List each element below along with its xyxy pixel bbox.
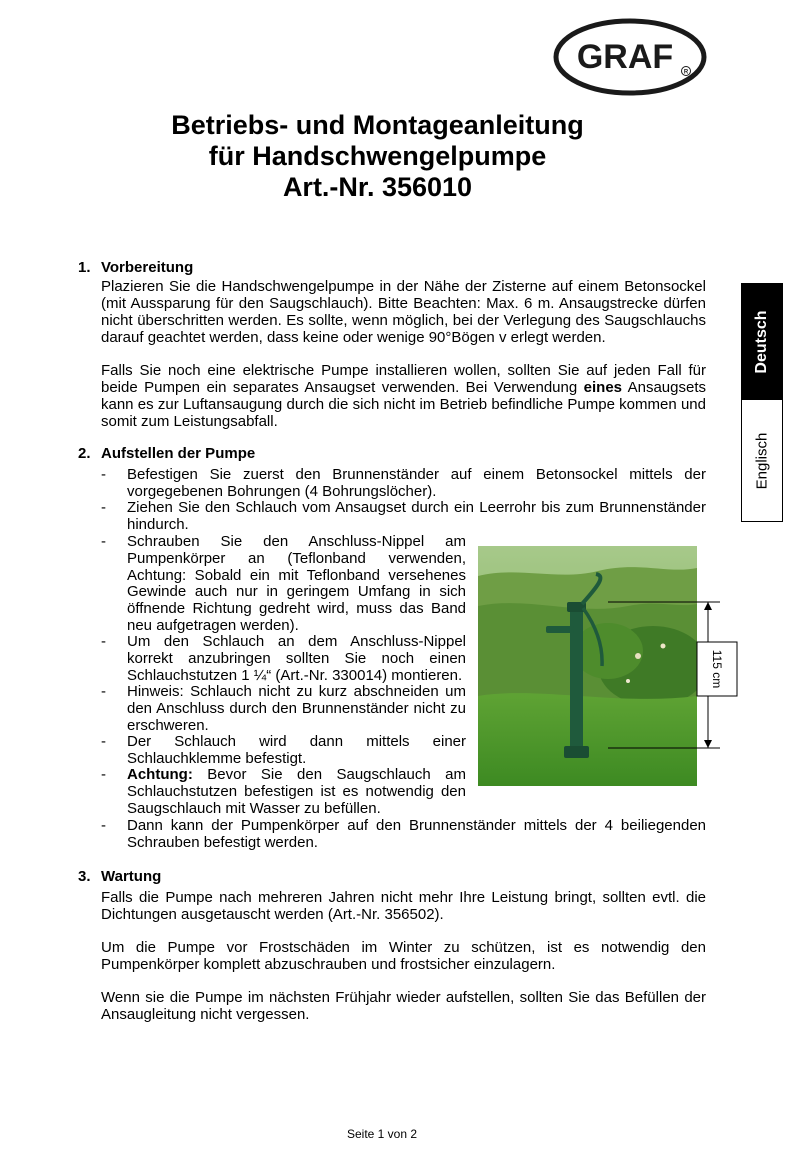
list-bullet: - [101, 683, 106, 700]
paragraph-text: Falls Sie noch eine elektrische Pumpe installieren wollen, sollten Sie auf jeden Fall für beide Pumpen ein separates Ansaugset verwenden. Bei Verwendung [101, 362, 706, 396]
list-bullet: - [101, 466, 106, 483]
section-title: Vorbereitung [101, 259, 194, 276]
list-item-text [127, 767, 466, 817]
list-item-text: Schrauben Sie den Anschluss-Nippel am Pumpenkörper an (Teflonband verwenden, Achtung: Sobald ein mit Teflonband versehenes Gewinde auch nur in geringem Umfang in sich öffnende Richtung gedreht wird, muss das Band neu aufgetragen werden). [127, 533, 466, 634]
title-line-3: Art.-Nr. 356010 [282, 172, 473, 202]
registered-mark: R [683, 69, 689, 76]
section-number: 1. [78, 259, 91, 276]
language-tab-englisch[interactable] [741, 399, 783, 522]
title-line-2: für Handschwengelpumpe [208, 141, 547, 171]
paragraph-text: Ansaugsets kann es zur Luftansaugung durch die sich nicht im Betrieb befindliche Pumpe kommen und somit zum Leistungsabfall. [101, 379, 706, 430]
warning-text: Bevor Sie den Saugschlauch am Schlauchstutzen befestigen ist es notwendig den Saugschlauch mit Wasser zu befüllen. [127, 766, 466, 817]
list-bullet: - [101, 499, 106, 516]
paragraph: Plazieren Sie die Handschwengelpumpe in der Nähe der Zisterne auf einem Betonsockel (mit Aussparung für den Saugschlauch). Bitte Beachten: Max. 6 m. Ansaugstrecke dürfen nicht überschritten werden. Es sollte, wenn möglich, bei der Verlegung des Saugschlauchs darauf geachtet werden, dass keine oder wenige 90°Bögen v erlegt werden. [101, 278, 706, 346]
list-item-text: Ziehen Sie den Schlauch vom Ansaugset durch ein Leerrohr bis zum Brunnenständer hindurch. [127, 499, 706, 533]
list-item-text: Hinweis: Schlauch nicht zu kurz abschneiden um den Anschluss durch den Brunnenständer nicht zu erschweren. [127, 683, 466, 734]
list-item-text: Der Schlauch wird dann mittels einer Schlauchklemme befestigt. [127, 733, 466, 767]
page-title [0, 110, 755, 203]
language-tab-deutsch[interactable] [741, 283, 783, 401]
list-item-text: Befestigen Sie zuerst den Brunnenständer auf einem Betonsockel mittels der vorgegebenen Bohrungen (4 Bohrungslöcher). [127, 466, 706, 500]
graf-logo [552, 18, 708, 96]
list-bullet: - [101, 817, 106, 834]
paragraph: Falls die Pumpe nach mehreren Jahren nicht mehr Ihre Leistung bringt, sollten evtl. die Dichtungen ausgetauscht werden (Art.-Nr. 356502). [101, 889, 706, 923]
section-title: Aufstellen der Pumpe [101, 445, 256, 462]
paragraph-bold: eines [583, 379, 622, 396]
warning-label: Achtung: [127, 766, 193, 783]
list-bullet: - [101, 733, 106, 750]
section-title: Wartung [101, 868, 162, 885]
section-number: 3. [78, 868, 91, 885]
logo-text: GRAF [576, 38, 674, 76]
list-bullet: - [101, 633, 106, 650]
dimension-label: 115 cm [710, 649, 724, 689]
paragraph [101, 362, 706, 430]
paragraph: Um die Pumpe vor Frostschäden im Winter zu schützen, ist es notwendig den Pumpenkörper komplett abzuschrauben und frostsicher einzulagern. [101, 939, 706, 973]
page-number: Seite 1 von 2 [346, 1127, 418, 1141]
section-number: 2. [78, 445, 91, 462]
list-item-text: Um den Schlauch an dem Anschluss-Nippel korrekt anzubringen sollten Sie noch einen Schlauchstutzen 1 ¼“ (Art.-Nr. 330014) montieren. [127, 633, 466, 684]
list-bullet: - [101, 766, 106, 783]
list-bullet: - [101, 533, 106, 550]
title-line-1: Betriebs- und Montageanleitung [171, 110, 584, 140]
language-tab-label: Englisch [753, 432, 771, 489]
height-dimension [478, 590, 748, 760]
list-item-text: Dann kann der Pumpenkörper auf den Brunnenständer mittels der 4 beiliegenden Schrauben befestigt werden. [127, 817, 706, 851]
paragraph: Wenn sie die Pumpe im nächsten Frühjahr wieder aufstellen, sollten Sie das Befüllen der Ansaugleitung nicht vergessen. [101, 989, 706, 1023]
language-tab-label: Deutsch [753, 310, 770, 374]
